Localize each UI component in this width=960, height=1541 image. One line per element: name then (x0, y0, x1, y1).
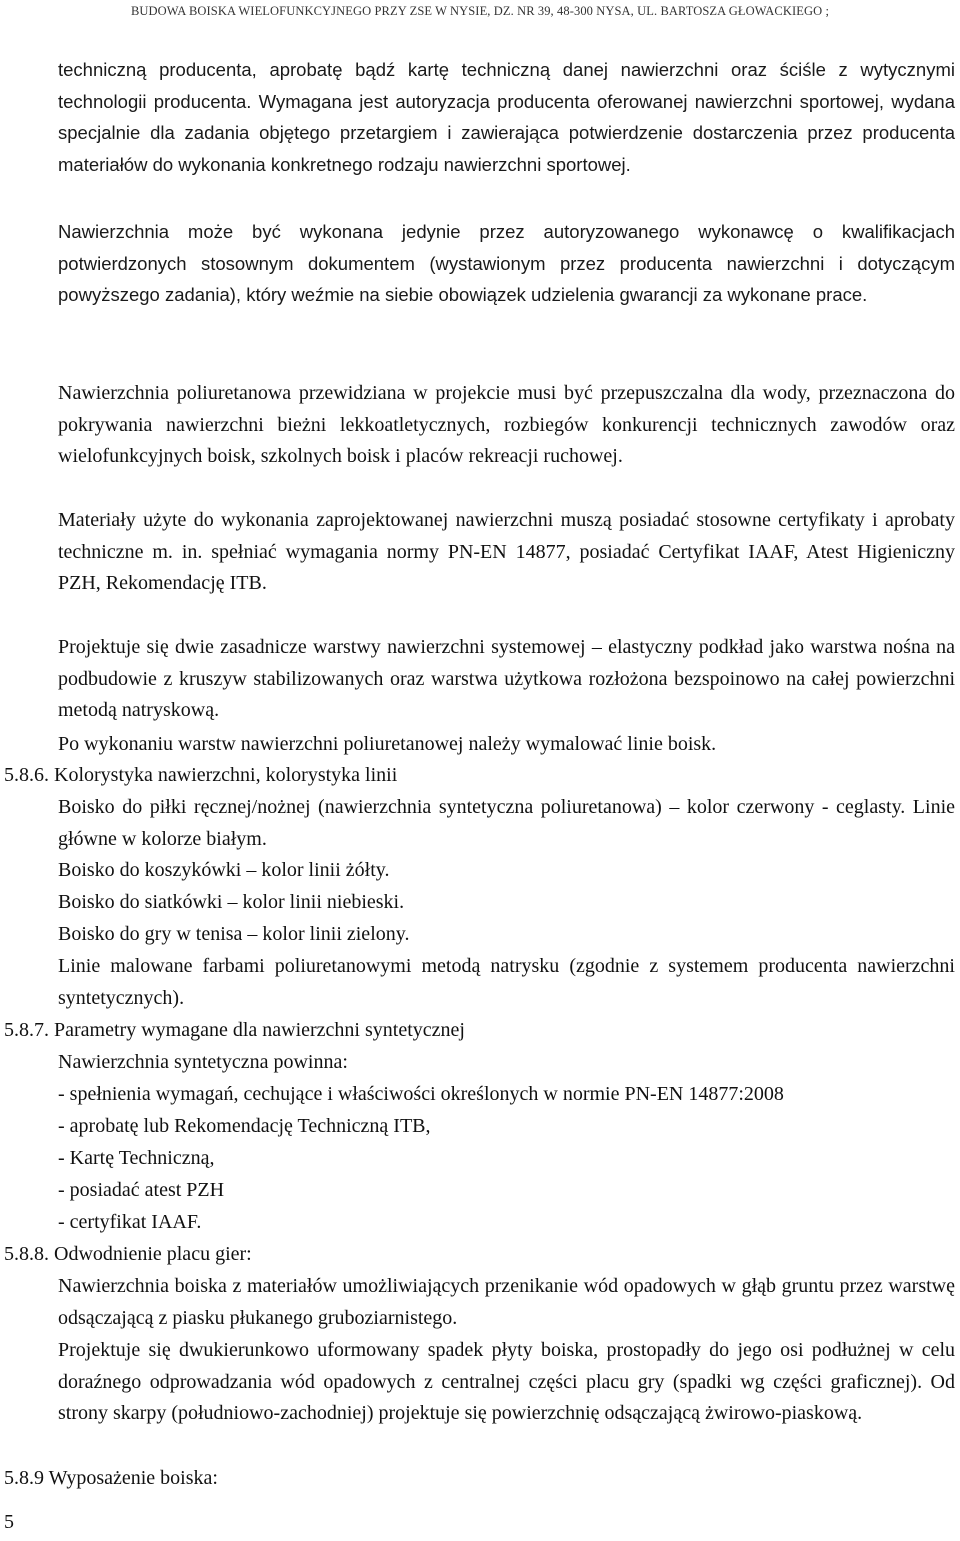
paragraph-contractor (58, 216, 955, 311)
paragraph-materials-certificates (58, 505, 955, 600)
paragraph-drainage-material (58, 1271, 955, 1334)
requirement-item: - aprobatę lub Rekomendację Techniczną ITB, (58, 1115, 431, 1137)
running-header: BUDOWA BOISKA WIELOFUNKCYJNEGO PRZY ZSE W NYSIE, DZ. NR 39, 48-300 NYSA, UL. BARTOSZA GŁOWACKIEGO ; (130, 4, 830, 18)
line-tennis: Boisko do gry w tenisa – kolor linii zielony. (58, 923, 410, 945)
paragraph-text: Nawierzchnia może być wykonana jedynie przez autoryzowanego wykonawcę o kwalifikacjach potwierdzonych stosownym dokumentem (wystawionym przez producenta nawierzchni i dotyczącym powyższego zadania), który weźmie na siebie obowiązek udzielenia gwarancji za wykonane prace. (58, 221, 955, 305)
paragraph-drainage-slope (58, 1335, 955, 1430)
paragraph-text: Projektuje się dwukierunkowo uformowany spadek płyty boiska, prostopadły do jego osi podłużnej w celu doraźnego odprowadzania wód opadowych z centralnej części placu gry (spadki wg części graficznej). Od strony skarpy (południowo-zachodniej) projektuje się powierzchnię odsączającą żwirowo-piaskową. (58, 1339, 955, 1424)
requirement-item: - certyfikat IAAF. (58, 1211, 202, 1233)
paragraph-text: Materiały użyte do wykonania zaprojektowanej nawierzchni muszą posiadać stosowne certyfikaty i aprobaty techniczne m. in. spełniać wymagania normy PN-EN 14877, posiadać Certyfikat IAAF, Atest Higieniczny PZH, Rekomendację ITB. (58, 509, 955, 594)
paragraph-line-paint (58, 951, 955, 1014)
paragraph-text: techniczną producenta, aprobatę bądź kartę techniczną danej nawierzchni oraz ściśle z wytycznymi technologii producenta. Wymagana jest autoryzacja producenta oferowanej nawierzchni sportowej, wydana specjalnie dla zadania objętego przetargiem i zawierająca potwierdzenie dostarczenia przez producenta materiałów do wykonania konkretnego rodzaju nawierzchni sportowej. (58, 59, 955, 175)
paragraph-layers (58, 632, 955, 727)
line-volleyball: Boisko do siatkówki – kolor linii niebieski. (58, 891, 405, 913)
page-number: 5 (4, 1511, 14, 1533)
section-heading-5-8-7: 5.8.7. Parametry wymagane dla nawierzchni syntetycznej (4, 1019, 465, 1041)
paragraph-text: Nawierzchnia poliuretanowa przewidziana w projekcie musi być przepuszczalna dla wody, przeznaczona do pokrywania nawierzchni bieżni lekkoatletycznych, rozbiegów konkurencji technicznych zawodów oraz wielofunkcyjnych boisk, szkolnych boisk i placów rekreacji ruchowej. (58, 382, 955, 467)
requirements-intro: Nawierzchnia syntetyczna powinna: (58, 1051, 348, 1073)
paragraph-line-painting: Po wykonaniu warstw nawierzchni poliuretanowej należy wymalować linie boisk. (58, 733, 717, 755)
paragraph-text: Projektuje się dwie zasadnicze warstwy nawierzchni systemowej – elastyczny podkład jako warstwa nośna na podbudowie z kruszyw stabilizowanych oraz warstwa użytkowa rozłożona bezspoinowo na całej powierzchni metodą natryskową. (58, 636, 955, 721)
section-heading-5-8-9: 5.8.9 Wyposażenie boiska: (4, 1467, 218, 1489)
section-heading-5-8-8: 5.8.8. Odwodnienie placu gier: (4, 1243, 252, 1265)
requirement-item: - posiadać atest PZH (58, 1179, 225, 1201)
paragraph-polyurethane-surface (58, 378, 955, 473)
paragraph-text: Nawierzchnia boiska z materiałów umożliwiających przenikanie wód opadowych w głąb gruntu przez warstwę odsączającą z piasku płukanego gruboziarnistego. (58, 1275, 955, 1329)
requirement-item: - spełnienia wymagań, cechujące i właściwości określonych w normie PN-EN 14877:2008 (58, 1083, 784, 1105)
paragraph-handball-color (58, 792, 955, 855)
paragraph-authorization (58, 54, 955, 180)
section-heading-5-8-6: 5.8.6. Kolorystyka nawierzchni, kolorystyka linii (4, 764, 398, 786)
requirement-item: - Kartę Techniczną, (58, 1147, 215, 1169)
paragraph-text: Boisko do piłki ręcznej/nożnej (nawierzchnia syntetyczna poliuretanowa) – kolor czerwony - ceglasty. Linie główne w kolorze białym. (58, 796, 955, 850)
paragraph-text: Linie malowane farbami poliuretanowymi metodą natrysku (zgodnie z systemem producenta nawierzchni syntetycznych). (58, 955, 955, 1009)
line-basketball: Boisko do koszykówki – kolor linii żółty. (58, 859, 390, 881)
